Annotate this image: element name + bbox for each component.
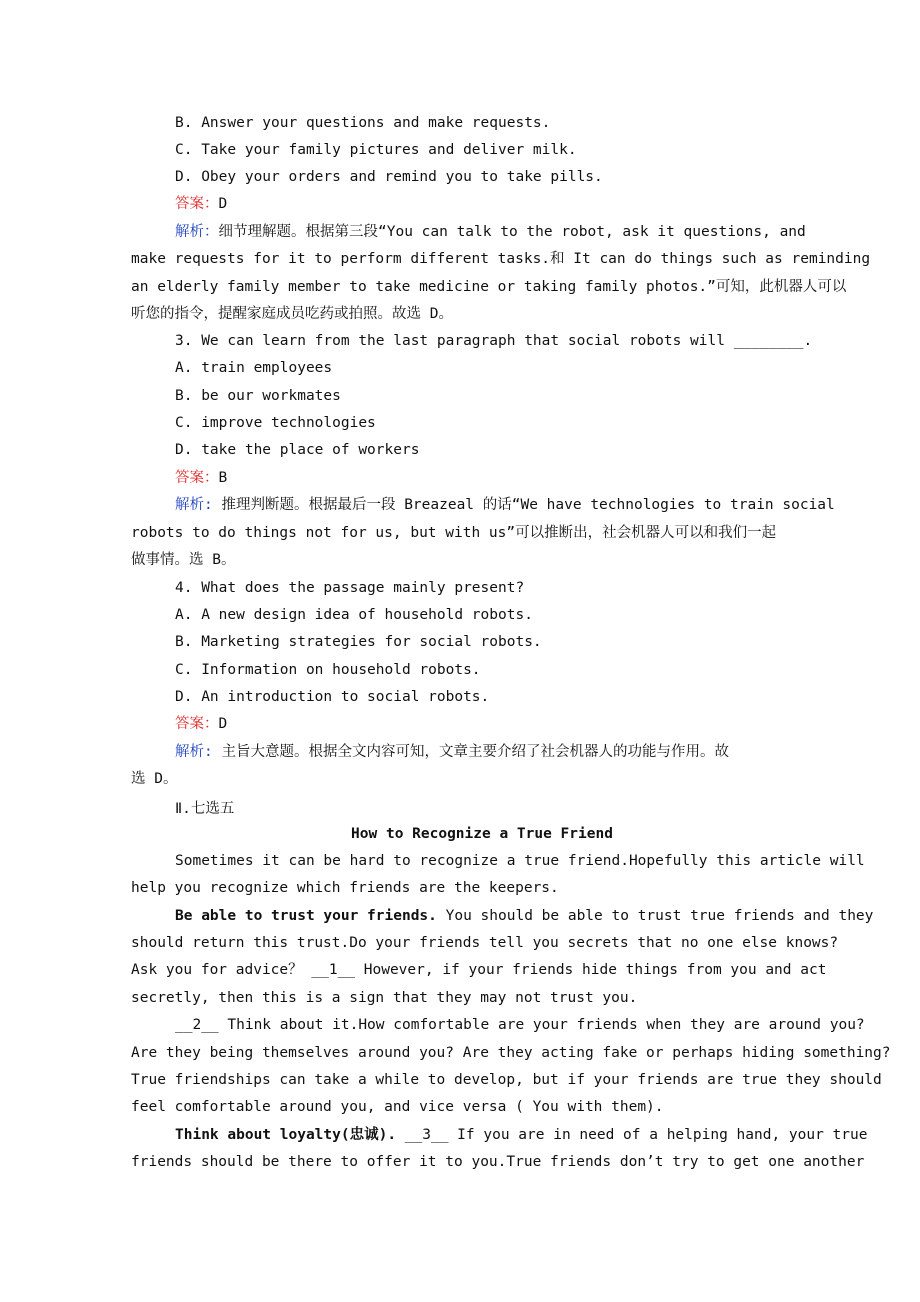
analysis-label: 解析: <box>175 744 213 760</box>
analysis-text: 推理判断题。根据最后一段 Breazeal 的话“We have technologies to train social <box>212 497 835 513</box>
q2-option-d: D. Obey your orders and remind you to take pills. <box>175 169 603 185</box>
answer-value: B <box>218 470 228 486</box>
q3-answer <box>175 468 227 488</box>
q3-analysis-line-2: robots to do things not for us, but with us”可以推断出，社会机器人可以和我们一起 <box>131 525 777 541</box>
q3-analysis-line-3: 做事情。选 B。 <box>131 552 236 568</box>
q4-question: 4. What does the passage mainly present? <box>175 580 525 596</box>
p4-line-1 <box>175 1125 867 1145</box>
q4-option-c: C. Information on household robots. <box>175 662 481 678</box>
q3-question: 3. We can learn from the last paragraph that social robots will ________. <box>175 333 813 349</box>
section-heading: Ⅱ.七选五 <box>175 801 235 817</box>
analysis-label: 解析: <box>175 497 213 513</box>
answer-value: D <box>218 196 228 212</box>
q3-option-d: D. take the place of workers <box>175 442 420 458</box>
p2-topic-sentence: Be able to trust your friends. <box>175 908 437 924</box>
analysis-text: 细节理解题。根据第三段“You can talk to the robot, ask it questions, and <box>218 224 806 240</box>
q2-analysis-line-1 <box>175 222 806 242</box>
passage-title: How to Recognize a True Friend <box>351 826 613 842</box>
q3-option-c: C. improve technologies <box>175 415 376 431</box>
q2-analysis-line-3: an elderly family member to take medicine or taking family photos.”可知，此机器人可以 <box>131 279 847 295</box>
answer-label: 答案： <box>175 470 219 486</box>
q4-option-b: B. Marketing strategies for social robots. <box>175 634 542 650</box>
answer-value: D <box>218 716 228 732</box>
p4-topic-sentence: Think about loyalty(忠诚). <box>175 1127 397 1143</box>
q2-analysis-line-2: make requests for it to perform different tasks.和 It can do things such as reminding <box>131 251 871 267</box>
q4-analysis-line-1 <box>175 742 729 762</box>
answer-label: 答案： <box>175 716 219 732</box>
p2-text: You should be able to trust true friends and they <box>436 908 874 924</box>
p1-line-2: help you recognize which friends are the keepers. <box>131 880 559 896</box>
blank-2: __2__ <box>175 1017 219 1033</box>
q2-answer <box>175 194 227 214</box>
q4-option-a: A. A new design idea of household robots. <box>175 607 533 623</box>
p3-text: Think about it.How comfortable are your friends when they are around you? <box>218 1017 865 1033</box>
q3-analysis-line-1 <box>175 495 835 515</box>
q2-analysis-line-4: 听您的指令，提醒家庭成员吃药或拍照。故选 D。 <box>131 306 453 322</box>
blank-3: __3__ <box>404 1127 449 1143</box>
p2-line-4: secretly, then this is a sign that they may not trust you. <box>131 990 638 1006</box>
blank-1: __1__ <box>311 962 356 978</box>
q3-option-b: B. be our workmates <box>175 388 341 404</box>
p3-line-3: True friendships can take a while to develop, but if your friends are true they should <box>131 1072 882 1088</box>
analysis-text: 主旨大意题。根据全文内容可知，文章主要介绍了社会机器人的功能与作用。故 <box>212 744 729 760</box>
q4-analysis-line-2: 选 D。 <box>131 771 178 787</box>
q4-option-d: D. An introduction to social robots. <box>175 689 490 705</box>
q2-option-b: B. Answer your questions and make requests. <box>175 115 551 131</box>
p3-line-2: Are they being themselves around you? Are they acting fake or perhaps hiding something? <box>131 1045 891 1061</box>
p2-text: However, if your friends hide things from you and act <box>355 962 827 978</box>
p4-text: If you are in need of a helping hand, your true <box>448 1127 868 1143</box>
p3-line-1 <box>175 1015 865 1035</box>
q3-option-a: A. train employees <box>175 360 333 376</box>
q2-option-c: C. Take your family pictures and deliver milk. <box>175 142 577 158</box>
p1-line-1: Sometimes it can be hard to recognize a true friend.Hopefully this article will <box>175 853 865 869</box>
p2-line-1 <box>175 906 873 926</box>
p2-line-2: should return this trust.Do your friends tell you secrets that no one else knows? <box>131 935 839 951</box>
p2-line-3 <box>131 960 826 980</box>
answer-label: 答案： <box>175 196 219 212</box>
p4-line-2: friends should be there to offer it to you.True friends don’t try to get one another <box>131 1154 865 1170</box>
analysis-label: 解析： <box>175 224 219 240</box>
p3-line-4: feel comfortable around you, and vice versa ( You with them). <box>131 1099 664 1115</box>
p2-text: Ask you for advice？ <box>131 962 312 978</box>
q4-answer <box>175 714 227 734</box>
